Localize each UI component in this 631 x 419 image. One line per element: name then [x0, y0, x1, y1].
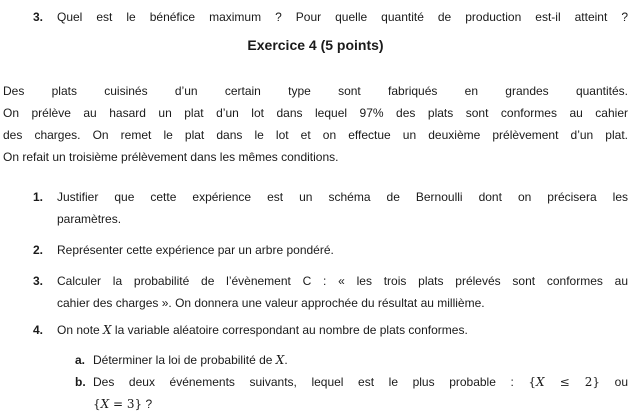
question-3-text: Calculer la probabilité de l’évènement C : « les trois plats prélevés sont conformes au cahier des charges ». On donnera une valeur approchée du résultat au millième. [57, 274, 628, 310]
intro-paragraph [3, 80, 628, 168]
subquestions [75, 349, 628, 415]
question-2-text: Représenter cette expérience par un arbre pondéré. [57, 243, 334, 257]
subquestion-a-letter: a. [75, 353, 86, 367]
question-4-text: On note X la variable aléatoire correspondant au nombre de plats conformes. [57, 323, 468, 337]
question-3-number: 3. [33, 274, 44, 288]
math-variable-x: X [275, 353, 285, 367]
intro-line-2: On prélève au hasard un plat d’un lot dans lequel 97% des plats sont conformes au cahier [3, 106, 628, 120]
subquestion-b-letter: b. [75, 375, 86, 389]
math-set-x-le-2: {X ≤ 2} [528, 375, 601, 389]
intro-line-3: des charges. On remet le plat dans le lot et on effectue un deuxième prélèvement d’un plat. [3, 128, 628, 142]
subquestion-b-text: Des deux événements suivants, lequel est le plus probable : {X ≤ 2} ou {X = 3} ? [93, 375, 628, 411]
subquestion-a [75, 349, 628, 371]
intro-line-4: On refait un troisième prélèvement dans les mêmes conditions. [3, 150, 339, 164]
question-4 [33, 319, 628, 341]
math-variable-x: X [103, 323, 112, 337]
question-1 [33, 186, 628, 230]
math-variable-x: X [536, 375, 545, 389]
subquestion-b [75, 371, 628, 415]
top-question-number: 3. [33, 10, 44, 24]
math-variable-x: X [100, 397, 110, 411]
exercise-title: Exercice 4 (5 points) [247, 37, 384, 53]
intro-line-1: Des plats cuisinés d’un certain type sont fabriqués en grandes quantités. [3, 84, 628, 98]
math-set-x-eq-3: {X = 3} [93, 397, 143, 411]
top-question-text: Quel est le bénéfice maximum ? Pour quelle quantité de production est-il atteint ? [57, 10, 628, 24]
question-4-number: 4. [33, 323, 44, 337]
top-question [33, 6, 628, 28]
subquestion-a-text: Déterminer la loi de probabilité de X. [93, 353, 288, 367]
question-2 [33, 239, 628, 261]
question-1-text: Justifier que cette expérience est un schéma de Bernoulli dont on précisera les paramètres. [57, 190, 628, 226]
question-3 [33, 270, 628, 314]
question-2-number: 2. [33, 243, 44, 257]
question-1-number: 1. [33, 190, 44, 204]
